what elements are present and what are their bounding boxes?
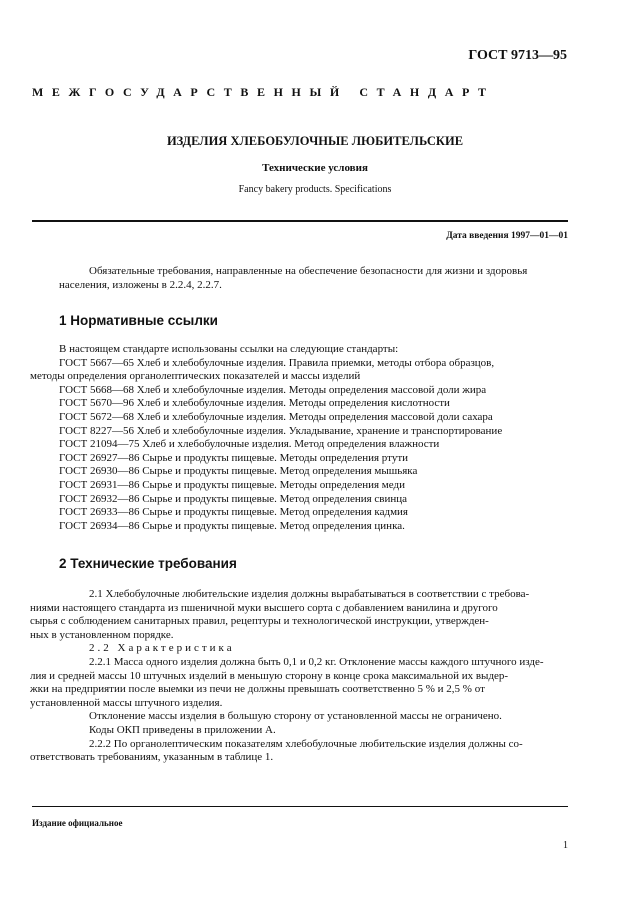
paragraph-line: Отклонение массы изделия в большую сторону от установленной массы не ограничено.: [89, 710, 502, 723]
paragraph-line: Коды ОКП приведены в приложении А.: [89, 723, 276, 736]
references-list: [30, 343, 567, 533]
section-1-heading: 1 Нормативные ссылки: [59, 313, 218, 328]
reference-item: ГОСТ 26932—86 Сырье и продукты пищевые. Метод определения свинца: [59, 492, 408, 505]
introduction-date: Дата введения 1997—01—01: [446, 231, 568, 241]
paragraph-line: ниями настоящего стандарта из пшеничной муки высшего сорта с добавлением ванилина и другого: [30, 601, 498, 614]
document-title: ИЗДЕЛИЯ ХЛЕБОБУЛОЧНЫЕ ЛЮБИТЕЛЬСКИЕ: [166, 134, 464, 148]
reference-item: ГОСТ 26931—86 Сырье и продукты пищевые. Методы определения меди: [59, 478, 405, 491]
page-number: 1: [563, 840, 568, 851]
paragraph-line: жки на предприятии после выемки из печи не должны превышать соответственно 5 % и 2,5 % от: [30, 683, 485, 696]
english-title: Fancy bakery products. Specifications: [238, 184, 392, 195]
document-id: ГОСТ 9713—95: [468, 48, 567, 63]
reference-item: ГОСТ 5667—65 Хлеб и хлебобулочные изделия. Правила приемки, методы отбора образцов,: [59, 356, 495, 369]
reference-item: ГОСТ 5670—96 Хлеб и хлебобулочные изделия. Методы определения кислотности: [59, 397, 450, 410]
intro-paragraph: [59, 265, 567, 292]
standard-type: МЕЖГОСУДАРСТВЕННЫЙ СТАНДАРТ: [32, 85, 495, 99]
paragraph-line: ных в установленном порядке.: [30, 628, 174, 641]
reference-item: ГОСТ 26927—86 Сырье и продукты пищевые. Методы определения ртути: [59, 451, 409, 464]
reference-item: ГОСТ 26933—86 Сырье и продукты пищевые. Метод определения кадмия: [59, 506, 408, 519]
paragraph-line: 2.2.2 По органолептическим показателям хлебобулочные любительские изделия должны со-: [89, 737, 523, 750]
header-divider: [32, 220, 568, 222]
reference-item: ГОСТ 21094—75 Хлеб и хлебобулочные изделия. Метод определения влажности: [59, 438, 440, 451]
subsection-title: 2.2 Характеристика: [89, 642, 235, 655]
paragraph-line: 2.2.1 Масса одного изделия должна быть 0,1 и 0,2 кг. Отклонение массы каждого штучного изде-: [89, 655, 544, 668]
reference-item: ГОСТ 8227—56 Хлеб и хлебобулочные изделия. Укладывание, хранение и транспортирование: [59, 424, 503, 437]
reference-item: ГОСТ 5672—68 Хлеб и хлебобулочные изделия. Методы определения массовой доли сахара: [59, 410, 493, 423]
footer-divider: [32, 806, 568, 807]
document-subtitle: Технические условия: [262, 162, 368, 174]
intro-line: Обязательные требования, направленные на обеспечение безопасности для жизни и здоровья: [89, 265, 528, 277]
paragraph-line: лия и средней массы 10 штучных изделий в меньшую сторону в конце срока максимальной их выдер-: [30, 669, 509, 682]
official-edition-label: Издание официальное: [32, 818, 123, 828]
reference-item: методы определения органолептических показателей и массы изделий: [30, 370, 361, 383]
references-lead: В настоящем стандарте использованы ссылки на следующие стандарты:: [59, 343, 399, 355]
intro-line: населения, изложены в 2.2.4, 2.2.7.: [59, 278, 222, 291]
section-2-heading: 2 Технические требования: [59, 556, 237, 571]
reference-item: ГОСТ 26930—86 Сырье и продукты пищевые. Метод определения мышьяка: [59, 465, 418, 478]
section-2-body: [30, 588, 568, 765]
reference-item: ГОСТ 26934—86 Сырье и продукты пищевые. Метод определения цинка.: [59, 519, 405, 532]
reference-item: ГОСТ 5668—68 Хлеб и хлебобулочные изделия. Методы определения массовой доли жира: [59, 383, 487, 396]
paragraph-line: ответствовать требованиям, указанным в таблице 1.: [30, 751, 274, 764]
paragraph-line: сырья с соблюдением санитарных правил, рецептуры и технологической инструкции, утвержден-: [30, 615, 489, 628]
paragraph-line: установленной массы штучного изделия.: [30, 696, 223, 709]
paragraph-line: 2.1 Хлебобулочные любительские изделия должны вырабатываться в соответствии с требова-: [89, 588, 530, 600]
